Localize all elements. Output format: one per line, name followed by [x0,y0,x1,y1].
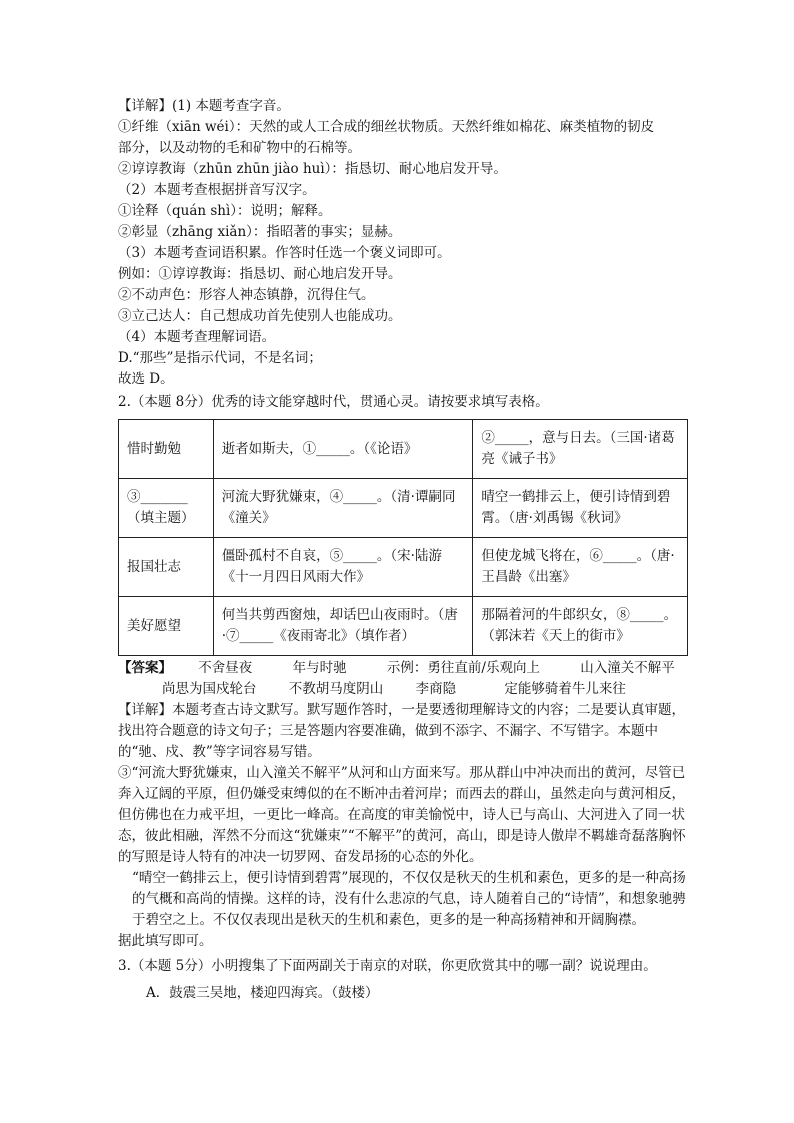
poem-cell: 那隔着河的牛郎织女，⑧_____。（郭沫若《天上的街市》 [473,597,688,656]
text-line: （2）本题考查根据拼音写汉字。 [118,182,316,198]
explain-section-1 [118,96,688,390]
text-line: ③立己达人：自己想成功首先使别人也能成功。 [118,308,402,324]
text-line: 【详解】(1) 本题考查字音。 [118,98,290,114]
document-page [118,96,688,1004]
poetry-table [118,419,688,656]
answer-item: 李商隐 [415,681,457,697]
theme-cell: 报国壮志 [119,538,214,597]
poem-cell: ②_____，意与日去。（三国·诸葛亮《诫子书》 [473,420,688,479]
question-2-title: 2.（本题 8分）优秀的诗文能穿越时代，贯通心灵。请按要求填写表格。 [118,394,549,410]
question-3-option-a: A．鼓震三吴地，楼迎四海宾。（鼓楼） [146,985,379,1001]
explain-paragraph: ③“河流大野犹嫌束，山入潼关不解平”从河和山方面来写。那从群山中冲决而出的黄河，尽管已奔入辽阔的平原，但仍嫌受束缚似的在不断冲击着河岸；而西去的群山，虽然走向与黄河相反，但仿佛也在力戒平坦，一更比一峰高。在高度的审美愉悦中，诗人已与高山、大河进入了同一状态，彼此相融，浑然不分而这“犹嫌束”“不解平”的黄河，高山，即是诗人傲岸不羁雄奇磊落胸怀的写照是诗人特有的冲决一切罗网、奋发昂扬的心态的外化。 [118,765,686,865]
answer-item: 山入潼关不解平 [580,660,675,676]
text-line: 故选 D。 [118,371,174,387]
answer-row [118,679,688,700]
table-row [119,479,688,538]
poem-cell: 僵卧孤村不自哀，⑤_____。（宋·陆游《十一月四日风雨大作》 [213,538,473,597]
theme-cell: 惜时勤勉 [119,420,214,479]
text-line: ②谆谆教诲（zhūn zhūn jiào huì）：指恳切、耐心地启发开导。 [118,161,507,177]
text-line: 部分，以及动物的毛和矿物中的石棉等。 [118,140,361,156]
theme-cell: ③_______（填主题） [119,479,214,538]
poem-cell: 晴空一鹤排云上，便引诗情到碧霄。（唐·刘禹锡《秋词》 [473,479,688,538]
answer-item: 不教胡马度阴山 [288,681,384,697]
theme-cell: 美好愿望 [119,597,214,656]
poem-cell: 何当共剪西窗烛，却话巴山夜雨时。（唐·⑦_____《夜雨寄北》（填作者） [213,597,473,656]
question-3-title: 3.（本题 5分）小明搜集了下面两副关于南京的对联，你更欣赏其中的哪一副？说说理由。 [118,958,657,974]
explain-paragraph: 【详解】本题考查古诗文默写。默写题作答时，一是要透彻理解诗文的内容；二是要认真审题，找出符合题意的诗文句子；三是答题内容要准确，做到不添字、不漏字、不写错字。本题中的“驰、戍、教”等字词容易写错。 [118,702,685,760]
answer-item: 年与时驰 [292,660,347,676]
text-line: ①诠释（quán shì）：说明；解释。 [118,203,332,219]
poem-cell: 逝者如斯夫，①_____。（《论语》 [213,420,473,479]
text-line: D.“那些”是指示代词，不是名词； [118,350,322,366]
answer-label: 【答案】 [118,660,172,676]
text-line: 例如：①谆谆教诲：指恳切、耐心地启发开导。 [118,266,402,282]
explain-paragraph: 据此填写即可。 [118,933,213,949]
text-line: ②不动声色：形容人神态镇静，沉得住气。 [118,287,375,303]
text-line: （4）本题考查理解词语。 [118,329,276,345]
poem-cell: 河流大野犹嫌束，④_____。（清·谭嗣同《潼关》 [213,479,473,538]
table-row [119,597,688,656]
poem-cell: 但使龙城飞将在，⑥_____。（唐·王昌龄《出塞》 [473,538,688,597]
table-row [119,420,688,479]
answer-item: 示例：勇往直前/乐观向上 [386,660,540,676]
explain-paragraph: “晴空一鹤排云上，便引诗情到碧霄”展现的，不仅仅是秋天的生机和素色，更多的是一种高扬的气概和高尚的情操。这样的诗，没有什么悲凉的气息，诗人随着自己的“诗情”，和想象驰骋于碧空之上。不仅仅表现出是秋天的生机和素色，更多的是一种高扬精神和开阔胸襟。 [132,870,686,928]
answer-row [118,658,688,679]
answer-item: 尚思为国戍轮台 [162,681,257,697]
text-line: （3）本题考查词语积累。作答时任选一个褒义词即可。 [118,245,451,261]
answer-item: 不舍昼夜 [198,660,253,676]
table-row [119,538,688,597]
text-line: ②彰显（zhāng xiǎn）：指昭著的事实；显赫。 [118,224,402,240]
answer-item: 定能够骑着牛儿来往 [504,681,626,697]
text-line: ①纤维（xiān wéi）：天然的或人工合成的细丝状物质。天然纤维如棉花、麻类植物的韧皮 [118,119,655,135]
explain-section-2 [118,700,688,952]
